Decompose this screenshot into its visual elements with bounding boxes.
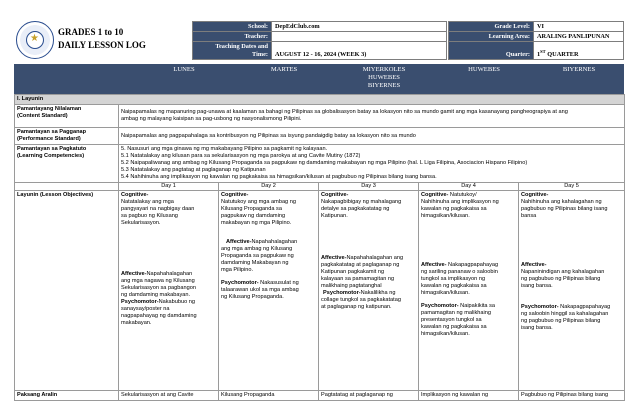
- objective-line: ng pagbubuo ng Pilipinas bilang: [521, 276, 601, 282]
- objectives-label: Layunin (Lesson Objectives): [15, 191, 119, 391]
- objective-line: isang bansa.: [521, 325, 553, 331]
- psychomotor-label: Psychomotor-: [221, 280, 259, 286]
- cognitive-label: Cognitive-: [121, 192, 149, 198]
- day-header-biyernes: BIYERNES: [562, 66, 596, 73]
- school-label: School:: [193, 22, 272, 32]
- day-number-row: [15, 183, 625, 191]
- objective-line: Natutukoy/: [448, 192, 477, 198]
- lesson-grid: [14, 94, 625, 401]
- content-standard-line1: Naipapamalas ng mapanuring pag-unawa at kaalaman sa bahagi ng Pilipinas sa globalisasyon batay sa lokasyon nito sa mundo gamit ang mga kasanayang pangheograpiya at ang: [121, 109, 568, 115]
- dates-label-line2: Time:: [252, 50, 268, 58]
- day-number-2: Day 2: [219, 183, 319, 191]
- objective-line: pagkakatatag at paglaganap ng: [321, 262, 400, 268]
- quarter-number: 1: [537, 51, 541, 58]
- content-standard-label: [15, 105, 119, 128]
- affective-label: Affective-: [521, 262, 547, 268]
- dates-label: [193, 42, 272, 60]
- objective-line: Kilusang Propaganda sa: [221, 206, 282, 212]
- info-table-left: [192, 21, 447, 60]
- objective-line: kawalan ng pagkakaisa sa: [421, 324, 487, 330]
- area-value: ARALING PANLIPUNAN: [534, 32, 624, 42]
- objective-line: himagsikan/kilusan.: [421, 213, 470, 219]
- title-daily-lesson-log: DAILY LESSON LOG: [58, 40, 146, 50]
- objective-line: Nakapagpapahayag: [446, 262, 499, 268]
- objective-line: ang mga nagawa ng Kilusang: [121, 278, 195, 284]
- performance-standard-label-line1: Pamantayan sa Pagganap: [17, 129, 87, 135]
- objective-line: Napaninindigan ang kahalagahan: [521, 269, 605, 275]
- objective-line: Nakalilikha ng: [360, 290, 396, 296]
- objective-line: Nahihinuha ang implikasyon ng: [421, 199, 499, 205]
- objective-line: kawalan ng pagkakaisa sa: [421, 206, 487, 212]
- cognitive-label: Cognitive-: [521, 192, 549, 198]
- objective-line: himagsikan/kilusan.: [421, 290, 470, 296]
- objective-line: Natutukoy ang mga ambag ng: [221, 199, 296, 205]
- cognitive-label: Cognitive-: [221, 192, 249, 198]
- quarter-value: [534, 42, 624, 60]
- day-number-1: Day 1: [119, 183, 219, 191]
- objective-line: Napahahalagahan: [251, 239, 298, 245]
- paksa-day-1: Sekularisasyon at ang Cavite: [119, 391, 219, 401]
- objective-line: himagsikan/kilusan.: [421, 331, 470, 337]
- objective-line: kawalan ng pagkakaisa sa: [421, 283, 487, 289]
- objective-line: damdaming Makabayan ng: [221, 260, 289, 266]
- day-header-miyerkoles: [334, 66, 434, 90]
- day-number-5: Day 5: [519, 183, 625, 191]
- grade-value: VI: [534, 22, 624, 32]
- dates-label-line1: Teaching Dates and: [215, 42, 268, 50]
- objective-line: makabayan.: [121, 320, 152, 326]
- paksang-aralin-label: Paksang Aralin: [15, 391, 119, 401]
- info-table-right: [448, 21, 624, 60]
- objective-line: Nakapagbibigay ng mahalagang: [321, 199, 402, 205]
- affective-label: Affective-: [226, 239, 252, 245]
- competency-line: 5.4 Nahihinuha ang implikasyon ng kawalan ng pagkakaisa sa himagsikan/kilusan at pagbubuo ng Pilipinas bilang isang bansa.: [121, 174, 437, 180]
- objective-line: presentasyon tungkol sa: [421, 317, 482, 323]
- quarter-suffix: ST: [540, 48, 546, 54]
- objective-line: pagbubuo ng Pilipinas bilang isang: [521, 206, 608, 212]
- objectives-day-3: [319, 191, 419, 391]
- psychomotor-label: Psychomotor-: [521, 304, 559, 310]
- objective-line: pagpukaw ng damdaming: [221, 213, 286, 219]
- objective-line: Nakapagpapahayag: [558, 304, 611, 310]
- objective-line: Naipakikita sa: [458, 303, 495, 309]
- teacher-label: Teacher:: [193, 32, 272, 42]
- objective-line: pamamagitan ng malikhaing: [421, 310, 491, 316]
- objectives-row: [15, 191, 625, 391]
- content-standard-text: [119, 105, 625, 128]
- day-number-4: Day 4: [419, 183, 519, 191]
- objectives-day-5: [519, 191, 625, 391]
- objective-line: Sekularisasyon.: [121, 220, 161, 226]
- objective-line: ng sariling pananaw o saloobin: [421, 269, 498, 275]
- performance-standard-label: [15, 128, 119, 145]
- learning-competencies-text: [119, 145, 625, 183]
- day-number-3: Day 3: [319, 183, 419, 191]
- objective-line: isang bansa.: [521, 283, 553, 289]
- objective-line: makabayan ng mga Pilipino.: [221, 220, 292, 226]
- objective-line: at paglaganap ng katipunan.: [321, 304, 392, 310]
- day-header-miyerkoles-line3: BIYERNES: [367, 82, 401, 89]
- day-header-band: [14, 64, 624, 94]
- objectives-day-4: [419, 191, 519, 391]
- objective-line: ng Kilusang Propaganda.: [221, 294, 284, 300]
- learning-competencies-label-line1: Pamantayan sa Pagkatuto: [17, 146, 87, 152]
- day-header-huwebes: HUWEBES: [468, 66, 500, 73]
- objective-line: Sekularisasyon sa pagbangon: [121, 285, 196, 291]
- competency-line: 5.3 Natatalakay ang pagtatag at paglaganap ng Katipunan: [121, 167, 266, 173]
- paksa-day-5: Pagbubuo ng Pilipinas bilang isang: [519, 391, 625, 401]
- objective-line: tungkol sa implikasyon ng: [421, 276, 486, 282]
- objective-line: Nakabubuo ng: [158, 299, 195, 305]
- objective-line: sa pagbuo ng Kilusang: [121, 213, 178, 219]
- content-standard-label-line2: (Content Standard): [17, 113, 68, 119]
- objectives-day-1: [119, 191, 219, 391]
- psychomotor-label: Psychomotor-: [121, 299, 159, 305]
- objective-line: pangyayari na nagbigay daan: [121, 206, 195, 212]
- objective-line: ng saloobin hinggil sa kahalagahan: [521, 311, 609, 317]
- objective-line: Napahahalagahan ang: [346, 255, 404, 261]
- quarter-word: QUARTER: [545, 51, 579, 58]
- objective-line: ng damdaming makabayan.: [121, 292, 191, 298]
- objective-line: sanaysay/poster na: [121, 306, 170, 312]
- paksa-day-3: Pagtatatag at paglaganap ng: [319, 391, 419, 401]
- psychomotor-label: Psychomotor-: [323, 290, 361, 296]
- objective-line: kalayaan sa pamamagitan ng: [321, 276, 395, 282]
- psychomotor-label: Psychomotor-: [421, 303, 459, 309]
- day-header-martes: MARTES: [270, 66, 298, 73]
- title-grades: GRADES 1 to 10: [58, 27, 124, 37]
- objective-line: Nakasusulat ng: [258, 280, 299, 286]
- performance-standard-label-line2: (Performance Standard): [17, 136, 81, 142]
- cognitive-label: Cognitive-: [421, 192, 449, 198]
- objective-line: Natatalakay ang mga: [121, 199, 174, 205]
- content-standard-label-line1: Pamantayang Nilalaman: [17, 106, 82, 112]
- content-standard-line2: ambag ng malayang kaisipan sa pag-usbong ng nasyonalismong Pilipini.: [121, 116, 302, 122]
- dates-value: AUGUST 12 - 16, 2024 (WEEK 3): [272, 42, 447, 60]
- quarter-label: Quarter:: [449, 42, 534, 60]
- learning-competencies-label: [15, 145, 119, 183]
- affective-label: Affective-: [421, 262, 447, 268]
- affective-label: Affective-: [321, 255, 347, 261]
- affective-label: Affective-: [121, 271, 147, 277]
- area-label: Learning Area:: [449, 32, 534, 42]
- objective-line: mga Pilipino.: [221, 267, 254, 273]
- content-standard-row: [15, 105, 625, 128]
- paksa-day-2: Kilusang Propaganda: [219, 391, 319, 401]
- day-header-lunes: LUNES: [173, 66, 195, 73]
- competency-line: 5. Nasusuri ang mga ginawa ng mg makabayang Pilipino sa pagkamit ng kalayaan.: [121, 146, 328, 152]
- objective-line: Katipunan pagkakamit ng: [321, 269, 385, 275]
- competency-line: 5.1 Natatalakay ang kilusan para sa sekularisasyon ng mga parokya at ang Cavite Mutiny (1872): [121, 153, 361, 159]
- objective-line: talaarawan ukol sa mga ambag: [221, 287, 299, 293]
- paksang-aralin-row: [15, 391, 625, 401]
- day-header-miyerkoles-line1: MIYERKOLES: [362, 66, 406, 73]
- teacher-value: [272, 32, 447, 42]
- competency-line: 5.2 Naipapaliwanag ang ambag ng Kilusang Propaganda sa pagpukaw ng damdaming makabayan ng mga Pilipino (hal. L Liga Filipina, Asociacion Hispano Filipino): [121, 160, 528, 166]
- grade-label: Grade Level:: [449, 22, 534, 32]
- layunin-row: [15, 95, 625, 105]
- layunin-heading: I. Layunin: [15, 95, 625, 105]
- objective-line: collage tungkol sa pagkakatatag: [321, 297, 401, 303]
- objective-line: detalye sa pagkakatatag ng: [321, 206, 390, 212]
- school-value: DepEdClub.com: [272, 22, 447, 32]
- paksa-day-4: Implikasyon ng kawalan ng: [419, 391, 519, 401]
- day-header-miyerkoles-line2: HUWEBES: [368, 74, 400, 81]
- objective-line: Propaganda sa pagpukaw ng: [221, 253, 294, 259]
- objective-line: nagpapahayag ng damdaming: [121, 313, 197, 319]
- deped-seal-icon: ★: [16, 21, 54, 59]
- learning-competencies-row: [15, 145, 625, 183]
- objectives-day-2: [219, 191, 319, 391]
- objective-line: Katipunan.: [321, 213, 348, 219]
- day-number-blank: [15, 183, 119, 191]
- cognitive-label: Cognitive-: [321, 192, 349, 198]
- objective-line: ang mga ambag ng Kilusang: [221, 246, 293, 252]
- performance-standard-text: Naipapamalas ang pagpapahalaga sa kontribusyon ng Pilipinas sa isyung pandaigdig batay sa lokasyon nito sa mundo: [119, 128, 625, 145]
- objective-line: Nahihinuha ang kahalagahan ng: [521, 199, 602, 205]
- objective-line: Napahahalagahan: [146, 271, 193, 277]
- learning-competencies-label-line2: (Learning Competencies): [17, 153, 85, 159]
- objective-line: ng pagbubuo ng Pilipinas bilang: [521, 318, 601, 324]
- objective-line: bansa: [521, 213, 537, 219]
- objective-line: malikhaing pagtatanghal: [321, 283, 382, 289]
- performance-standard-row: [15, 128, 625, 145]
